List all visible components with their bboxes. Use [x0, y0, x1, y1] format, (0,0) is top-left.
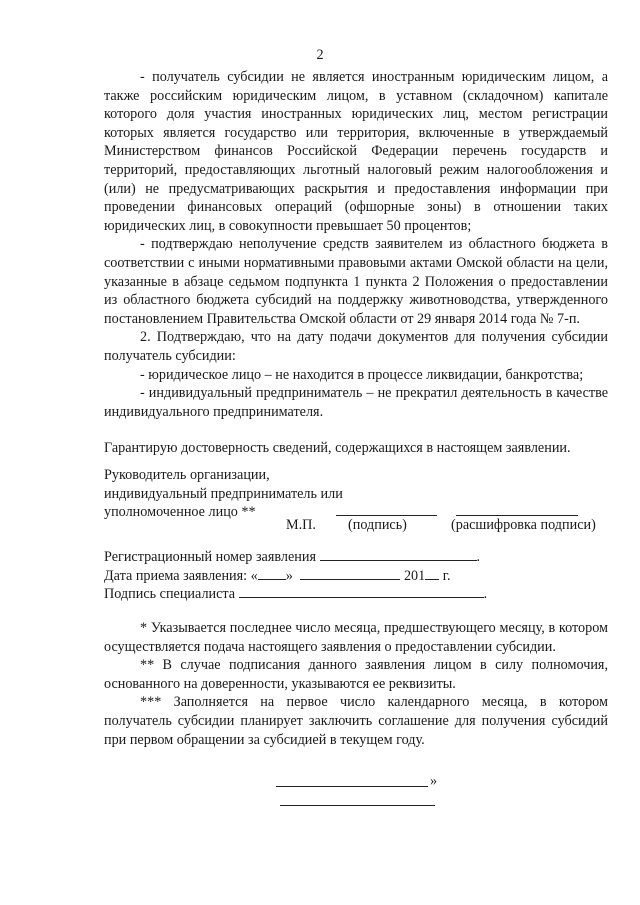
registration-number-field[interactable] [320, 548, 477, 561]
registration-number-label: Регистрационный номер заявления [104, 549, 316, 565]
page-number: 2 [316, 47, 324, 63]
date-month-field[interactable] [300, 567, 400, 580]
footnote-3: *** Заполняется на первое число календарного месяца, в котором получатель субсидии планирует заключить соглашение для получения субсидий при первом обращении за субсидией в текущем году. [104, 694, 608, 748]
footnotes [104, 619, 608, 749]
date-row [104, 567, 608, 586]
paragraph-offshore: - получатель субсидии не является иностранным юридическим лицом, а также российским юридическим лицом, в уставном (складочном) капитале которого доля участия иностранных юридических лиц, местом регистрации которых является государство или территория, включенные в утверждаемый Министерством финансов Российской Федерации перечень государств и территорий, предоставляющих льготный налоговый режим налогообложения и (или) не предусматривающих раскрытия и предоставления информации при проведении финансовых операций (офшорные зоны) в отношении таких юридических лиц, в совокупности превышает 50 процентов; [104, 69, 608, 234]
guarantee-statement: Гарантирую достоверность сведений, содержащихся в настоящем заявлении. [104, 440, 571, 457]
year-prefix: 201 [403, 567, 426, 584]
decoding-caption: (расшифровка подписи) [451, 517, 596, 533]
specialist-signature-field[interactable] [239, 585, 484, 598]
paragraph-confirmation: 2. Подтверждаю, что на дату подачи документов для получения субсидии получатель субсидии: [104, 329, 608, 364]
closing-line-1 [276, 786, 428, 787]
date-day-field[interactable] [258, 567, 286, 580]
registration-block [104, 548, 608, 604]
specialist-end: . [483, 586, 488, 603]
paragraph-legal-entity: - юридическое лицо – не находится в процессе ликвидации, банкротства; [140, 366, 584, 383]
signatory-line-2: индивидуальный предприниматель или [104, 485, 343, 502]
closing-quote: » [430, 773, 438, 789]
date-mid: » [285, 567, 293, 584]
footnote-1: * Указывается последнее число месяца, предшествующего месяцу, в котором осуществляется подача настоящего заявления о предоставлении субсидии. [104, 620, 608, 655]
closing-line-2 [280, 805, 435, 806]
specialist-label: Подпись специалиста [104, 586, 236, 603]
specialist-row [104, 585, 608, 604]
signatory-line-3: уполномоченное лицо ** [104, 504, 256, 521]
signatory-line-1: Руководитель организации, [104, 467, 270, 483]
year-suffix: г. [442, 567, 451, 584]
stamp-caption: М.П. [286, 517, 316, 533]
registration-number-row [104, 548, 608, 567]
signature-caption: (подпись) [348, 517, 407, 533]
paragraph-non-receipt: - подтверждаю неполучение средств заявителем из областного бюджета в соответствии с иными нормативными правовыми актами Омской области на цели, указанные в абзаце седьмом подпункта 1 пункта 2 Положения о предоставлении из областного бюджета субсидий на поддержку животноводства, утвержденного постановлением Правительства Омской области от 29 января 2014 года № 7-п. [104, 236, 608, 327]
signature-lines [0, 507, 640, 547]
paragraph-entrepreneur: - индивидуальный предприниматель – не прекратил деятельность в качестве индивидуального предпринимателя. [104, 385, 608, 420]
registration-number-end: . [476, 549, 481, 565]
document-body [104, 68, 608, 458]
footnote-2: ** В случае подписания данного заявления лицом в силу полномочия, основанного на доверенности, указываются ее реквизиты. [104, 657, 608, 692]
date-year-field[interactable] [425, 567, 439, 580]
date-label: Дата приема заявления: « [104, 567, 258, 584]
